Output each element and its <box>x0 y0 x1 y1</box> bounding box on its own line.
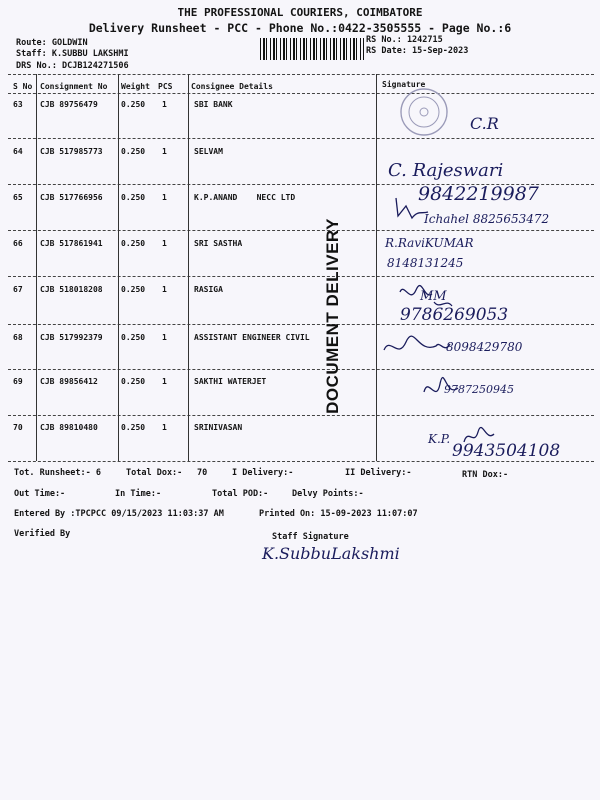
cell-consignment: CJB 518018208 <box>40 285 103 294</box>
table-top-border <box>8 74 594 75</box>
row-divider <box>8 276 594 277</box>
row-divider <box>8 138 594 139</box>
verified-by: Verified By <box>14 529 71 539</box>
column-divider <box>376 74 377 461</box>
phone-row-68: 8098429780 <box>446 340 523 354</box>
col-header-weight: Weight <box>121 82 150 91</box>
out-time: Out Time:- <box>14 489 66 499</box>
cell-sno: 70 <box>13 423 23 432</box>
phone-row-66: 8148131245 <box>387 256 464 270</box>
signature-row-64: C. Rajeswari <box>388 160 504 181</box>
rtn-dox: RTN Dox:- <box>462 470 509 480</box>
cell-weight: 0.250 <box>121 100 146 109</box>
signature-row-63: C.R <box>470 114 499 133</box>
cell-consignee: SELVAM <box>194 147 223 156</box>
phone-row-65: 9842219987 <box>418 183 539 205</box>
column-divider <box>188 74 189 461</box>
cell-pcs: 1 <box>162 239 167 248</box>
cell-consignee: SRI SASTHA <box>194 239 243 248</box>
cell-weight: 0.250 <box>121 147 146 156</box>
cell-consignment: CJB 517766956 <box>40 193 103 202</box>
signature-scribble-row-70 <box>460 424 496 448</box>
cell-sno: 65 <box>13 193 23 202</box>
rs-date: RS Date: 15-Sep-2023 <box>366 46 469 56</box>
cell-consignment: CJB 89856412 <box>40 377 98 386</box>
runsheet-subtitle: Delivery Runsheet - PCC - Phone No.:0422-3505555 - Page No.:6 <box>88 21 512 35</box>
cell-pcs: 1 <box>162 377 167 386</box>
staff-label: Staff: K.SUBBU LAKSHMI <box>16 49 129 59</box>
table-header-border <box>8 93 594 94</box>
cell-consignee: K.P.ANAND NECC LTD <box>194 193 296 202</box>
signature-scribble-row-65 <box>392 196 432 224</box>
total-runsheet: Tot. Runsheet:- 6 <box>14 468 101 478</box>
cell-weight: 0.250 <box>121 423 146 432</box>
staff-signature: K.SubbuLakshmi <box>262 544 400 563</box>
col-header-consignment: Consignment No <box>40 82 108 91</box>
cell-weight: 0.250 <box>121 377 146 386</box>
cell-sno: 69 <box>13 377 23 386</box>
route-label: Route: GOLDWIN <box>16 38 88 48</box>
i-delivery: I Delivery:- <box>232 468 294 478</box>
cell-consignee: RASIGA <box>194 285 223 294</box>
table-bottom-border <box>8 461 594 462</box>
drs-number: DRS No.: DCJB124271506 <box>16 61 129 71</box>
total-pod: Total POD:- <box>212 489 269 499</box>
col-header-pcs: PCS <box>158 82 173 91</box>
signature-scribbles <box>380 280 590 420</box>
cell-sno: 67 <box>13 285 23 294</box>
staff-signature-label: Staff Signature <box>272 532 349 542</box>
signature-row-65: Ichahel 8825653472 <box>424 212 550 226</box>
company-title: THE PROFESSIONAL COURIERS, COIMBATORE <box>177 6 423 19</box>
cell-sno: 64 <box>13 147 23 156</box>
cell-weight: 0.250 <box>121 333 146 342</box>
delivery-points: Delvy Points:- <box>292 489 364 499</box>
printed-on: Printed On: 15-09-2023 11:07:07 <box>259 509 418 519</box>
cell-weight: 0.250 <box>121 239 146 248</box>
cell-consignment: CJB 89756479 <box>40 100 98 109</box>
phone-row-70: 9943504108 <box>452 441 561 461</box>
phone-row-67: 9786269053 <box>400 305 509 325</box>
cell-consignment: CJB 517985773 <box>40 147 103 156</box>
cell-consignee: ASSISTANT ENGINEER CIVIL <box>194 333 310 342</box>
cell-pcs: 1 <box>162 193 167 202</box>
column-divider <box>118 74 119 461</box>
barcode <box>260 38 364 60</box>
cell-pcs: 1 <box>162 333 167 342</box>
col-header-signature: Signature <box>382 80 426 89</box>
total-dox-value: 70 <box>197 468 208 478</box>
signature-row-66: R.RaviKUMAR <box>385 236 474 250</box>
cell-consignee: SAKTHI WATERJET <box>194 377 267 386</box>
row-divider <box>8 230 594 231</box>
seal-stamp-icon <box>398 86 450 138</box>
cell-sno: 66 <box>13 239 23 248</box>
cell-consignee: SRINIVASAN <box>194 423 243 432</box>
cell-weight: 0.250 <box>121 193 146 202</box>
cell-sno: 63 <box>13 100 23 109</box>
in-time: In Time:- <box>115 489 162 499</box>
rs-number: RS No.: 1242715 <box>366 35 443 45</box>
column-divider <box>36 74 37 461</box>
cell-pcs: 1 <box>162 147 167 156</box>
signature-row-67: MM <box>420 289 447 304</box>
document-delivery-stamp: DOCUMENT DELIVERY <box>323 218 342 414</box>
cell-pcs: 1 <box>162 285 167 294</box>
cell-consignment: CJB 517992379 <box>40 333 103 342</box>
cell-pcs: 1 <box>162 423 167 432</box>
signature-row-70: K.P. <box>428 432 451 446</box>
cell-weight: 0.250 <box>121 285 146 294</box>
col-header-sno: S No <box>13 82 33 91</box>
col-header-consignee: Consignee Details <box>191 82 273 91</box>
ii-delivery: II Delivery:- <box>345 468 412 478</box>
phone-row-69: 9787250945 <box>444 383 514 396</box>
cell-consignment: CJB 89810480 <box>40 423 98 432</box>
cell-consignment: CJB 517861941 <box>40 239 103 248</box>
entered-by: Entered By :TPCPCC 09/15/2023 11:03:37 AM <box>14 509 224 519</box>
cell-pcs: 1 <box>162 100 167 109</box>
cell-consignee: SBI BANK <box>194 100 233 109</box>
total-dox-label: Total Dox:- <box>126 468 183 478</box>
cell-sno: 68 <box>13 333 23 342</box>
